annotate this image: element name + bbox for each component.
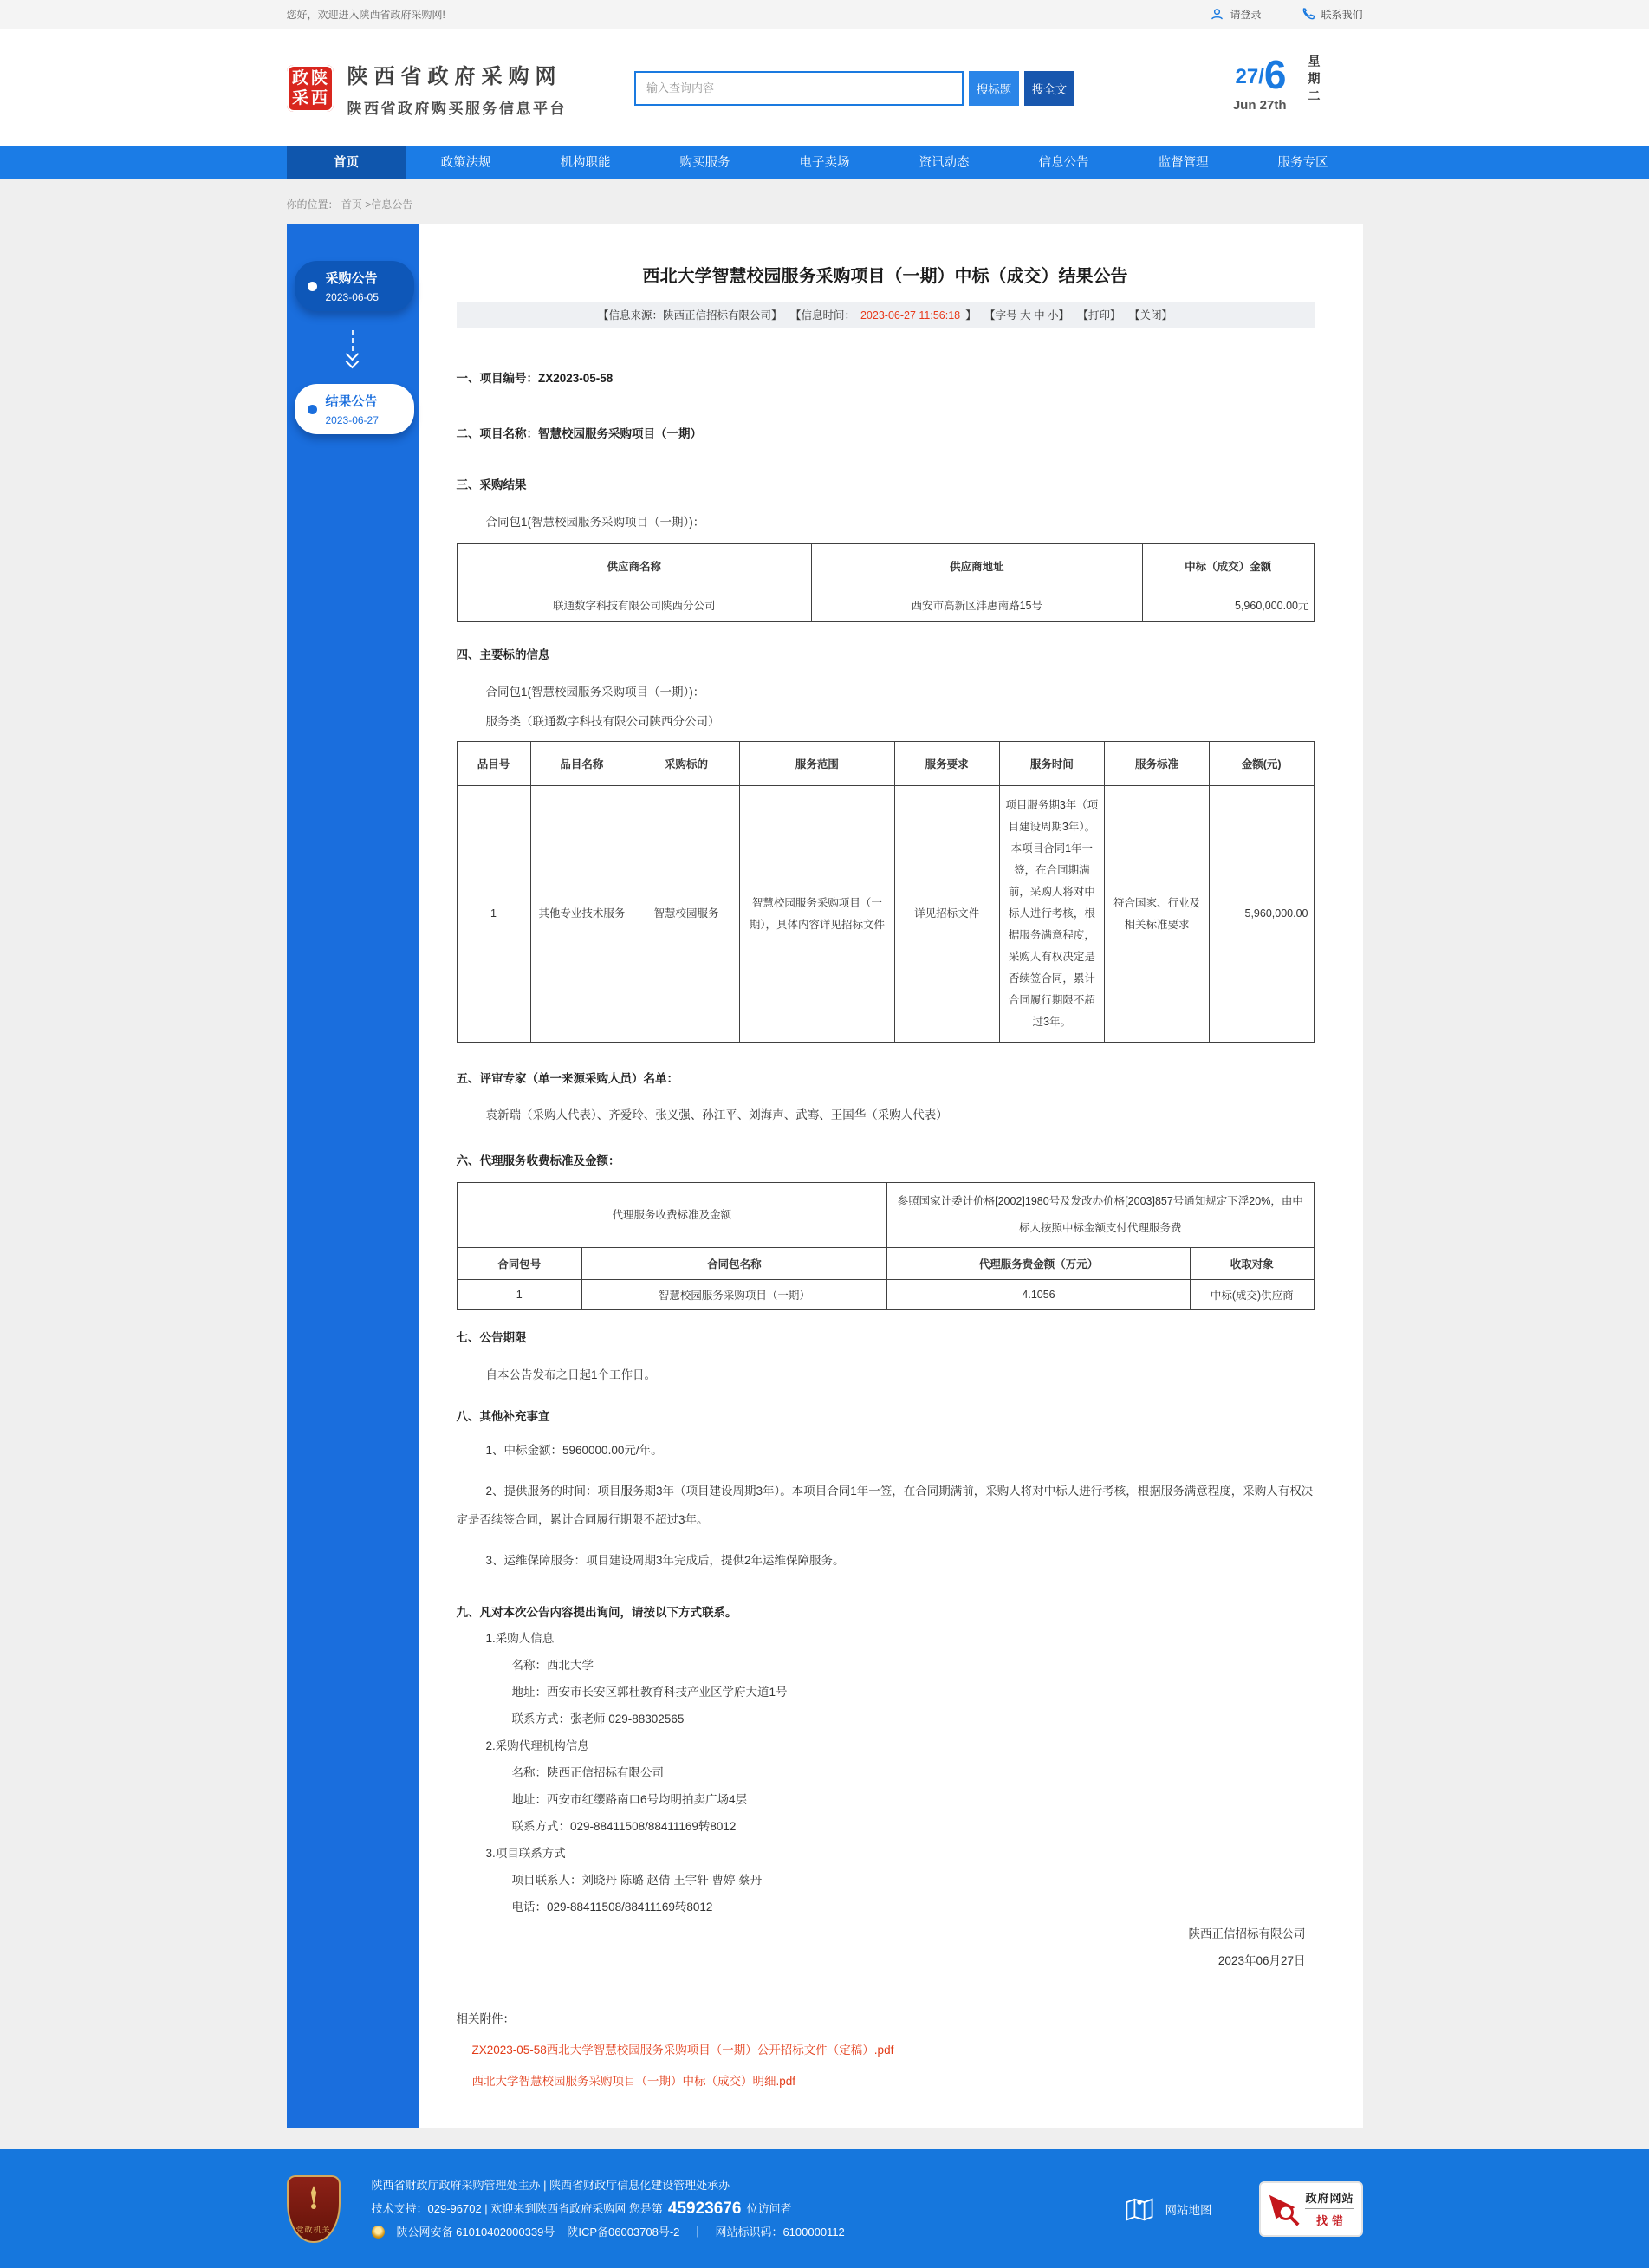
visitor-count: 45923676 <box>667 2199 742 2218</box>
supplementary-item: 3、运维保障服务：项目建设周期3年完成后，提供2年运维保障服务。 <box>485 1554 845 1568</box>
step-dot-icon <box>308 282 317 291</box>
date-weekday: 星期二 <box>1307 54 1321 107</box>
contact-line: 地址：西安市红缨路南口6号均明拍卖广场4层 <box>511 1793 748 1807</box>
table-row: 1 其他专业技术服务 智慧校园服务 智慧校园服务采购项目（一期），具体内容详见招标文件 详见招标文件 项目服务期3年（项目建设周期3年）。本项目合同1年一签，在合同期满前，采购人将对中标人进行考核，根据服务满意程度，采购人有权决定是否续签合同，累计合同履行期限不超过3年。 符合国家、行业及相关标准要求 5,960,000.00 <box>457 786 1314 1043</box>
close-button[interactable]: 【关闭】 <box>1129 309 1173 322</box>
table-header-row: 品目号 品目名称 采购标的 服务范围 服务要求 服务时间 服务标准 金额(元) <box>457 742 1314 786</box>
expert-names: 袁新瑞（采购人代表）、齐爱玲、张义强、孙江平、刘海声、武骞、王国华（采购人代表） <box>485 1108 948 1122</box>
announcement-period-body: 自本公告发布之日起1个工作日。 <box>485 1368 657 1382</box>
logo-seal-icon: 政陕 采西 <box>287 65 334 112</box>
section-agency-fee-heading: 六、代理服务收费标准及金额： <box>456 1154 620 1168</box>
contact-line: 联系方式：029-88411508/88411169转8012 <box>511 1820 737 1834</box>
nav-item-policy[interactable]: 政策法规 <box>440 156 491 170</box>
sidebar-step-procurement-announcement[interactable]: 采购公告 2023-06-05 <box>295 261 414 311</box>
contact-us-link[interactable]: 联系我们 <box>1301 7 1362 22</box>
result-table <box>457 543 1315 622</box>
contact-line: 名称：陕西正信招标有限公司 <box>511 1766 664 1780</box>
table-row: 1 智慧校园服务采购项目（一期） 4.1056 中标(成交)供应商 <box>457 1280 1314 1310</box>
government-emblem-icon: 党政机关 <box>287 2175 341 2243</box>
breadcrumb: 你的位置： 首页 >信息公告 <box>286 198 413 211</box>
footer-support-line: 技术支持：029-96702 | 欢迎来到陕西省政府采购网 您是第 45923676 位访问者 <box>371 2199 792 2218</box>
contact-line: 项目联系人：刘晓丹 陈璐 赵倩 王宇轩 曹婷 蔡丹 <box>511 1874 763 1888</box>
contact-group-title: 3.项目联系方式 <box>485 1847 566 1861</box>
search-title-button[interactable]: 搜标题 <box>969 71 1019 106</box>
police-badge-icon <box>372 2226 385 2239</box>
top-utility-bar <box>0 0 1649 29</box>
site-footer <box>0 2149 1649 2268</box>
date-english: Jun 27th <box>1232 97 1287 113</box>
section-supplementary-heading: 八、其他补充事宜 <box>456 1410 550 1424</box>
signoff-company: 陕西正信招标有限公司 <box>1188 1927 1306 1941</box>
attachments-label: 相关附件： <box>456 2012 515 2026</box>
footer-organizer-line: 陕西省财政厅政府采购管理处主办 | 陕西省财政厅信息化建设管理处承办 <box>371 2178 730 2192</box>
breadcrumb-home-link[interactable]: 首页 <box>341 198 362 211</box>
site-subtitle: 陕西省政府购买服务信息平台 <box>347 100 567 117</box>
attachment-link[interactable]: 西北大学智慧校园服务采购项目（一期）中标（成交）明细.pdf <box>471 2075 796 2089</box>
nav-item-news[interactable]: 资讯动态 <box>919 156 970 170</box>
nav-item-e-mall[interactable]: 电子卖场 <box>799 156 850 170</box>
table-header-row: 合同包号 合同包名称 代理服务费金额（万元） 收取对象 <box>457 1248 1314 1280</box>
attachment-link[interactable]: ZX2023-05-58西北大学智慧校园服务采购项目（一期）公开招标文件（定稿）.pdf <box>471 2044 894 2057</box>
nav-item-home[interactable]: 首页 <box>287 146 406 179</box>
contract-package-line: 合同包1(智慧校园服务采购项目（一期）)： <box>485 686 705 699</box>
login-button[interactable]: 请登录 <box>1210 7 1261 22</box>
supplementary-item: 2、提供服务的时间：项目服务期3年（项目建设周期3年）。本项目合同1年一签，在合同期满前，采购人将对中标人进行考核，根据服务满意程度，采购人有权决定是否续签合同，累计合同履行期限不超过3年。 <box>456 1485 1314 1527</box>
welcome-text: 您好，欢迎进入陕西省政府采购网! <box>286 9 445 21</box>
search-fulltext-button[interactable]: 搜全文 <box>1024 71 1074 106</box>
print-button[interactable]: 【打印】 <box>1077 309 1121 322</box>
announcement-article <box>419 224 1363 2128</box>
contact-group-title: 2.采购代理机构信息 <box>485 1739 589 1753</box>
step-dot-icon <box>308 405 317 414</box>
search-bar <box>634 71 1074 106</box>
font-size-controls[interactable]: 【字号 大 中 小】 <box>984 309 1070 322</box>
map-icon <box>1124 2195 1155 2223</box>
info-time: 2023-06-27 11:56:18 <box>860 309 961 322</box>
footer-registration-line: 陕公网安备 61010402000339号 陕ICP备06003708号-2 ｜ 网站标识码：6100000112 <box>372 2224 857 2241</box>
contact-line: 电话：029-88411508/88411169转8012 <box>511 1901 713 1914</box>
announcement-timeline-sidebar <box>287 224 419 2128</box>
nav-item-purchase-service[interactable]: 购买服务 <box>679 156 730 170</box>
table-merged-row: 代理服务收费标准及金额 参照国家计委计价格[2002]1980号及发改办价格[2003]857号通知规定下浮20%，由中标人按照中标金额支付代理服务费 <box>457 1183 1314 1248</box>
sidebar-step-result-announcement[interactable]: 结果公告 2023-06-27 <box>295 384 414 434</box>
section-project-name: 二、项目名称：智慧校园服务采购项目（一期） <box>456 427 702 441</box>
article-meta-bar: 【信息来源：陕西正信招标有限公司】 【信息时间： 2023-06-27 11:56:18 】 【字号 大 中 小】 【打印】 【关闭】 <box>457 302 1315 328</box>
section-main-subject-heading: 四、主要标的信息 <box>456 648 550 662</box>
main-nav <box>0 146 1649 179</box>
site-title: 陕西省政府采购网 <box>347 64 562 88</box>
breadcrumb-current: 信息公告 <box>371 198 413 211</box>
date-month: 6 <box>1263 51 1287 97</box>
nav-item-announcements[interactable]: 信息公告 <box>1038 156 1089 170</box>
table-row: 联通数字科技有限公司陕西分公司 西安市高新区沣惠南路15号 5,960,000.00元 <box>457 588 1314 622</box>
contact-group-title: 1.采购人信息 <box>485 1632 555 1646</box>
section-result-heading: 三、采购结果 <box>456 478 527 492</box>
section-project-number: 一、项目编号：ZX2023-05-58 <box>456 372 614 386</box>
contact-line: 名称：西北大学 <box>511 1659 594 1673</box>
supplementary-item: 1、中标金额：5960000.00元/年。 <box>485 1444 663 1458</box>
table-header-row: 供应商名称 供应商地址 中标（成交）金额 <box>457 544 1314 588</box>
date-day: 27/ <box>1235 64 1264 88</box>
search-input[interactable] <box>634 71 964 106</box>
beian-link[interactable]: 陕公网安备 61010402000339号 <box>396 2225 555 2239</box>
contact-line: 联系方式：张老师 029-88302565 <box>511 1712 685 1726</box>
sitemap-link[interactable]: 网站地图 <box>1124 2195 1212 2223</box>
site-logo[interactable] <box>287 59 568 118</box>
section-experts-heading: 五、评审专家（单一来源采购人员）名单： <box>456 1072 678 1086</box>
agency-fee-table <box>457 1182 1315 1310</box>
nav-item-service-zone[interactable]: 服务专区 <box>1277 156 1328 170</box>
site-header <box>0 29 1649 146</box>
section-contact-heading: 九、凡对本次公告内容提出询问，请按以下方式联系。 <box>456 1606 737 1620</box>
nav-item-organization[interactable]: 机构职能 <box>560 156 611 170</box>
signoff-date: 2023年06月27日 <box>1217 1954 1306 1968</box>
timeline-down-arrow-icon <box>287 330 419 367</box>
contact-line: 地址：西安市长安区郭杜教育科技产业区学府大道1号 <box>511 1686 788 1699</box>
nav-item-supervision[interactable]: 监督管理 <box>1158 156 1209 170</box>
site-id-code: 网站标识码：6100000112 <box>715 2225 845 2239</box>
find-error-badge[interactable]: 政府网站 找错 <box>1259 2181 1363 2237</box>
user-icon <box>1210 7 1224 22</box>
main-subject-table <box>457 741 1315 1043</box>
section-announcement-period-heading: 七、公告期限 <box>456 1331 527 1345</box>
date-widget <box>1232 51 1323 122</box>
icp-number: 陕ICP备06003708号-2 <box>567 2225 680 2239</box>
contract-package-line: 合同包1(智慧校园服务采购项目（一期）)： <box>485 516 705 530</box>
find-error-icon <box>1267 2192 1302 2226</box>
info-source: 【信息来源：陕西正信招标有限公司】 <box>597 309 782 322</box>
service-class-line: 服务类（联通数字科技有限公司陕西分公司） <box>485 715 720 729</box>
phone-icon <box>1301 7 1315 22</box>
page-title: 西北大学智慧校园服务采购项目（一期）中标（成交）结果公告 <box>642 267 1128 287</box>
